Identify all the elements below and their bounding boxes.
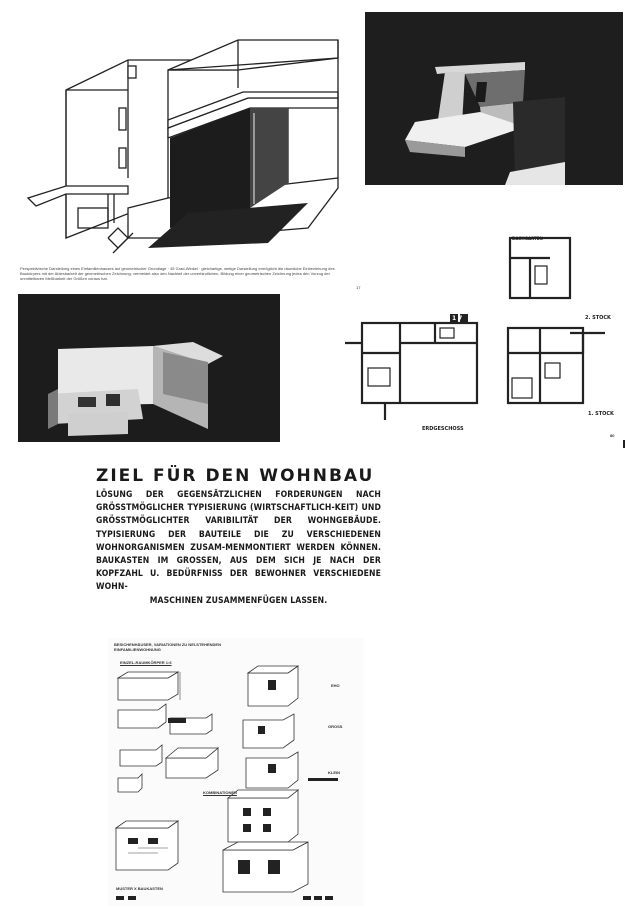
plan-label-first-floor: 1. STOCK bbox=[588, 411, 614, 417]
sheet-heading: BESICHENHÄUSER, VARIATIONEN ZU NEI-STEHENDEN EINFAMILIENWOHNUNG bbox=[114, 642, 221, 652]
baukasten-illustration bbox=[108, 638, 363, 906]
sheet-combinations-label: KOMBINATIONEN bbox=[203, 790, 237, 795]
article-body-text: LÖSUNG DER GEGENSÄTZLICHEN FORDERUNGEN NACH GRÖSSTMÖGLICHER TYPISIERUNG (WIRTSCHAFTLICH-KEIT) UND GRÖSSTMÖGLICHTER VARIBILITÄT DER WOHNGEBÄUDE. TYPISIERUNG DER BAUTEILE DIE ZU VERSCHIEDENEN WOHNORGANISMEN ZUSAM-MENMONTIERT WERDEN KÖNNEN. BAUKASTEN IM GROSSEN, AUS DEM SICH JE NACH DER KOPFZAHL U. BEDÜRFNISS DER BEWOHNER VERSCHIEDENE WOHN- bbox=[96, 490, 381, 593]
article-body bbox=[96, 489, 381, 608]
baukasten-sheet bbox=[108, 638, 363, 906]
floor-plans-illustration bbox=[340, 228, 625, 448]
isometric-house-illustration bbox=[18, 8, 350, 264]
article-title: ZIEL FÜR DEN WOHNBAU bbox=[96, 466, 375, 486]
plan-label-top: DACHGARTEN bbox=[512, 236, 543, 241]
model-photo-top bbox=[365, 12, 623, 185]
floor-plans bbox=[340, 228, 625, 448]
plan-badge: 17 bbox=[452, 315, 465, 322]
model-photo-top-illustration bbox=[365, 12, 623, 185]
sheet-footer: MUSTER X BAUKASTEN bbox=[116, 886, 163, 891]
model-photo-bottom bbox=[18, 294, 280, 442]
isometric-drawing bbox=[18, 8, 350, 281]
plan-side-number: 80 bbox=[610, 433, 615, 438]
sheet-subheading: EINZEL-RAUMKÖRPER 1:6 bbox=[120, 660, 172, 665]
isometric-caption: Perspektivische Darstellung eines Einfamilienhauses auf geometrischer Grundlage · 45 Grad-Winkel · gleichartige, stetige Darstellung ermöglicht die räumliche Einbeziehung des Baukörpers mit der Ablesbarkeit der geometrischen Zeichnung; vermeidet also den Nachteil der unverbindlichen, Bildung einer geometrischen Zeichnung jedes den Vorzug der unmittelbaren Meßbarkeit der Größen voraus hat. bbox=[20, 266, 335, 281]
sheet-tag-1: EHO bbox=[331, 683, 340, 688]
sheet-tag-2: GROSS bbox=[328, 724, 343, 729]
plan-label-second-floor: 2. STOCK bbox=[585, 315, 611, 321]
article-last-line: MASCHINEN ZUSAMMENFÜGEN LASSEN. bbox=[149, 595, 328, 606]
model-photo-bottom-illustration bbox=[18, 294, 280, 442]
plan-label-ground-floor: ERDGESCHOSS bbox=[422, 426, 464, 432]
sheet-tag-3: KLEIN bbox=[328, 770, 340, 775]
isometric-side-label: 17 bbox=[356, 285, 361, 290]
